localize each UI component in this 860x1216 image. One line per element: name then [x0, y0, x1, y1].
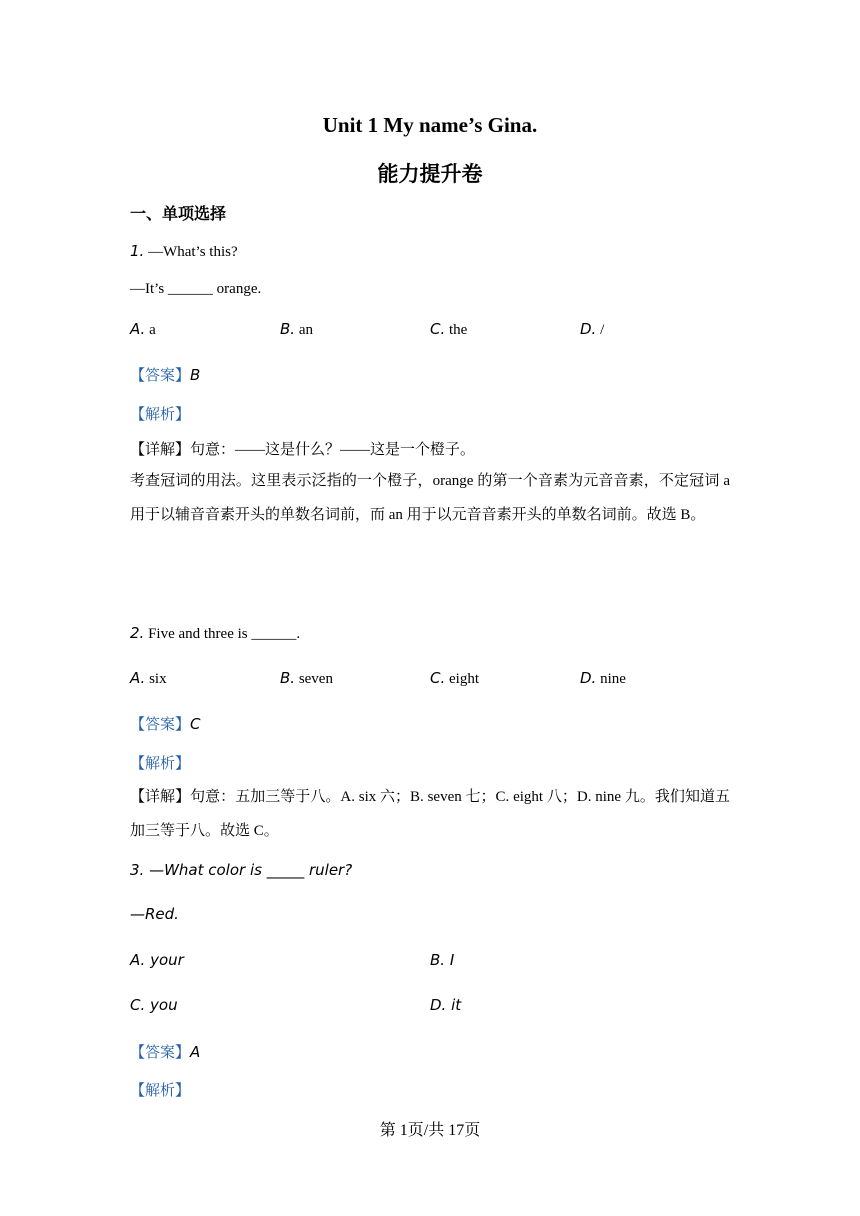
question-1-line-2: —It’s ______ orange. — [130, 281, 262, 297]
question-3-line-2: —Red. — [130, 905, 179, 923]
page-footer: 第 1页/共 17页 — [379, 1122, 481, 1139]
q2-answer — [130, 713, 201, 734]
question-1-line-1 — [130, 242, 238, 261]
question-text: —What’s this? — [148, 244, 238, 260]
q1-analysis-label: 【解析】 — [130, 407, 191, 423]
document-subtitle: 能力提升卷 — [377, 162, 483, 186]
q2-option-c: C. eight — [430, 669, 479, 687]
q1-option-b: B. an — [280, 320, 313, 338]
q2-detail: 【详解】句意：五加三等于八。A. six 六；B. seven 七；C. eight 八；D. nine 九。我们知道五加三等于八。故选 C。 — [130, 789, 730, 839]
section-heading: 一、单项选择 — [130, 206, 227, 223]
answer-label: 【答案】 — [130, 717, 191, 733]
question-number: 2. — [130, 624, 145, 642]
q2-option-a: A. six — [130, 669, 167, 687]
document-title: Unit 1 My name’s Gina. — [322, 113, 538, 137]
answer-value: C — [190, 715, 201, 733]
q1-option-c: C. the — [430, 320, 468, 338]
question-3-line-1: 3. —What color is _____ ruler? — [130, 861, 353, 879]
q1-answer — [130, 364, 200, 385]
q2-option-d: D. nine — [580, 669, 626, 687]
q3-answer — [130, 1041, 200, 1062]
q3-analysis-label: 【解析】 — [130, 1083, 191, 1099]
q1-option-d: D. / — [580, 320, 605, 338]
q1-option-a: A. a — [130, 320, 156, 338]
answer-value: B — [190, 366, 201, 384]
q3-option-d: D. it — [430, 996, 462, 1014]
answer-value: A — [190, 1043, 201, 1061]
question-2-line-1 — [130, 624, 300, 643]
q1-detail: 【详解】句意：——这是什么？——这是一个橙子。 — [130, 442, 476, 458]
q1-explanation: 考查冠词的用法。这里表示泛指的一个橙子，orange 的第一个音素为元音音素，不定冠词 a 用于以辅音音素开头的单数名词前，而 an 用于以元音音素开头的单数名词前。故选 B。 — [130, 473, 730, 523]
q3-option-a: A. your — [130, 951, 184, 969]
answer-label: 【答案】 — [130, 1045, 191, 1061]
answer-label: 【答案】 — [130, 368, 191, 384]
q3-option-c: C. you — [130, 996, 178, 1014]
q2-analysis-label: 【解析】 — [130, 756, 191, 772]
question-text: Five and three is ______. — [148, 626, 301, 642]
q2-option-b: B. seven — [280, 669, 333, 687]
q3-option-b: B. I — [430, 951, 455, 969]
question-number: 1. — [130, 242, 145, 260]
